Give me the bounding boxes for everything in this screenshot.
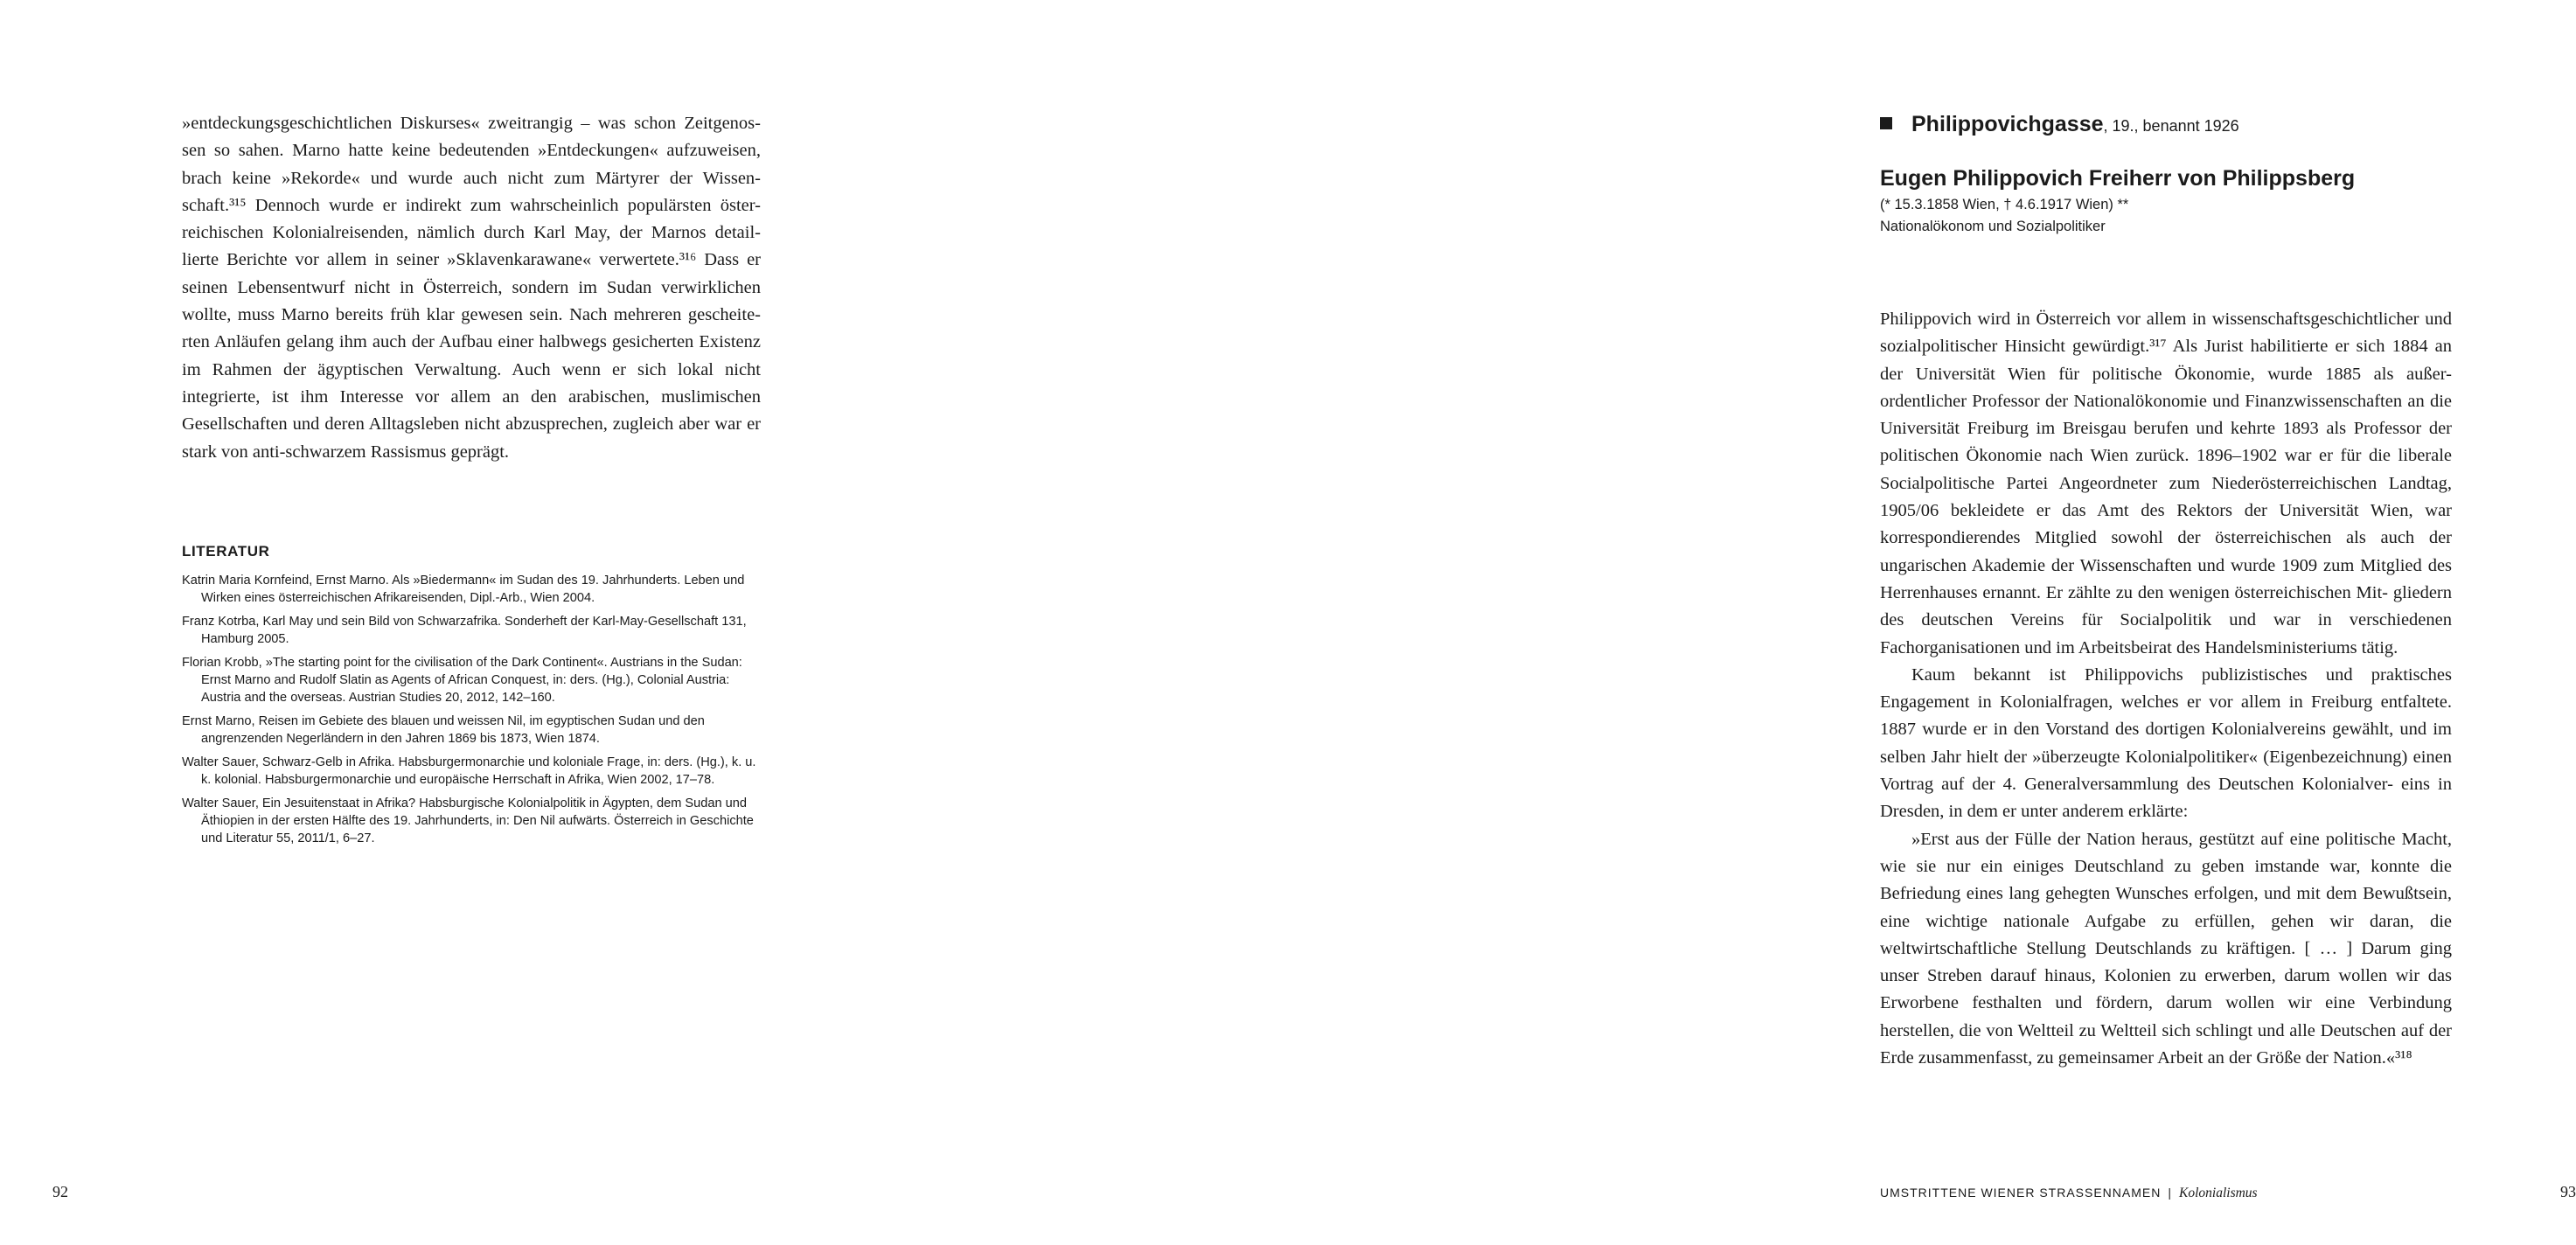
text-line: Kaum bekannt ist Philippovichs publizistisches und praktisches [1911, 664, 2452, 685]
text-line: brach keine »Rekorde« und wurde auch nicht zum Märtyrer der Wissen- [182, 168, 761, 188]
text-line: gliedern des deutschen Vereins für Socialpolitik und war in verschiedenen [1880, 582, 2452, 630]
left-body-text [182, 110, 761, 466]
text-line: »entdeckungsgeschichtlichen Diskurses« zweitrangig – was schon Zeitgenos- [182, 114, 761, 133]
running-footer [1880, 1186, 2258, 1201]
text-line: »Erst aus der Fülle der Nation heraus, gestützt auf eine politische [1911, 829, 2396, 849]
text-line: lierte Berichte vor allem in seiner »Sklavenkarawane« verwertete.³¹⁶ Dass er [182, 250, 761, 270]
text-line: war korrespondierendes Mitglied sowohl der österreichischen als auch der [1880, 501, 2453, 548]
left-paragraph [182, 110, 761, 466]
text-line: er stark von anti-schwarzem Rassismus geprägt. [182, 414, 762, 462]
text-line: des Herrenhauses ernannt. Er zählte zu den wenigen österreichischen Mit- [1880, 555, 2453, 602]
text-line: 1884 an der Universität Wien für politische Ökonomie, wurde 1885 als außer- [1880, 337, 2452, 384]
text-line: eins in Dresden, in dem er unter anderem erklärte: [1880, 775, 2452, 822]
text-line: seinen Lebensentwurf nicht in Österreich, sondern im Sudan verwirklichen [182, 277, 761, 297]
text-line: Engagement in Kolonialfragen, welches er vor allem in Freiburg entfaltete. [1880, 692, 2452, 713]
text-line: und sozialpolitischer Hinsicht gewürdigt.³¹⁷ Als Jurist habilitierte er sich [1880, 310, 2453, 357]
literature-heading: LITERATUR [182, 543, 270, 560]
text-line: das Erworbene festhalten und fördern, darum wollen wir eine Verbindung [1880, 966, 2453, 1013]
text-line: Bewußtsein, eine wichtige nationale Aufgabe zu erfüllen, gehen wir daran, [1880, 884, 2452, 931]
square-bullet-icon [1880, 117, 1892, 129]
footer-subtitle: Kolonialismus [2179, 1186, 2258, 1200]
literature-entry: Franz Kotrba, Karl May und sein Bild von Schwarzafrika. Sonderheft der Karl-May-Gesellschaft 131, Hamburg 2005. [182, 615, 747, 646]
text-line: schaft.³¹⁵ Dennoch wurde er indirekt zum wahrscheinlich populärsten öster- [182, 195, 761, 215]
paragraph-2 [1880, 662, 2452, 826]
text-line: ungarischen Akademie der Wissenschaften und wurde 1909 zum Mitglied [1880, 555, 2422, 575]
literature-section [182, 543, 761, 853]
left-page [0, 0, 874, 1245]
text-line: Gesellschaften und deren Alltagsleben nicht abzusprechen, zugleich aber war [182, 414, 742, 435]
text-line: auf der Erde zusammenfasst, zu gemeinsamer Arbeit an der Größe der [1880, 1020, 2453, 1068]
text-line: der politischen Ökonomie nach Wien zurück. 1896–1902 war er für die [1880, 419, 2453, 466]
literature-entry: Walter Sauer, Ein Jesuitenstaat in Afrika? Habsburgische Kolonialpolitik in Ägypten, dem Sudan und Äthiopien in der ersten Hälfte des 19. Jahrhunderts, in: Den Nil aufwärts. Österreich in Geschichte und Literatur 55, 2011/1, 6–27. [182, 796, 754, 845]
right-body-text [1880, 306, 2452, 1072]
text-line: Macht, wie sie nur ein einiges Deutschland zu geben imstande war, konnte [1880, 829, 2453, 876]
text-line: Existenz im Rahmen der ägyptischen Verwaltung. Auch wenn er sich lokal [182, 332, 761, 379]
person-role: Nationalökonom und Sozialpolitiker [1880, 219, 2106, 234]
street-heading [1880, 112, 2239, 137]
page-number-right: 93 [2560, 1183, 2576, 1200]
text-line: Landtag, 1905/06 bekleidete er das Amt des Rektors der Universität Wien, [1880, 473, 2452, 521]
literature-list [182, 572, 761, 847]
text-line: Philippovich wird in Österreich vor allem in wissenschaftsgeschichtlicher [1880, 310, 2419, 329]
footer-title: UMSTRITTENE WIENER STRASSENNAMEN [1880, 1186, 2162, 1200]
literature-entry: Ernst Marno, Reisen im Gebiete des blauen und weissen Nil, im egyptischen Sudan und den angrenzenden Negerländern in den Jahren 1869 bis 1873, Wien 1874. [182, 714, 705, 746]
person-name: Eugen Philippovich Freiherr von Philippsberg [1880, 166, 2356, 191]
footer-separator: | [2168, 1186, 2172, 1200]
person-header [1880, 166, 2492, 235]
text-line: die Befriedung eines lang gehegten Wunsches erfolgen, und mit dem [1880, 856, 2453, 904]
right-page [874, 0, 2576, 1245]
text-line: einen Vortrag auf der 4. Generalversammlung des Deutschen Kolonialver- [1880, 747, 2453, 795]
text-line: ging unser Streben darauf hinaus, Kolonien zu erwerben, darum wollen wir [1880, 938, 2452, 986]
quote-paragraph [1880, 826, 2452, 1073]
street-name: Philippovichgasse [1911, 112, 2104, 136]
text-line: sen so sahen. Marno hatte keine bedeutenden »Entdeckungen« aufzuweisen, [182, 141, 761, 161]
text-line: Fachorganisationen und im Arbeitsbeirat des Handelsministeriums tätig. [1880, 637, 2398, 657]
text-line: die Universität Freiburg im Breisgau berufen und kehrte 1893 als Professor [1880, 391, 2452, 439]
literature-entry: Walter Sauer, Schwarz-Gelb in Afrika. Habsburgermonarchie und koloniale Frage, in: ders. (Hg.), k. u. k. kolonial. Habsburgermonarchie und europäische Herrschaft in Afrika, Wien 2002, 17–78. [182, 755, 756, 787]
literature-entry: Florian Krobb, »The starting point for the civilisation of the Dark Continent«. Austrians in the Sudan: Ernst Marno and Rudolf Slatin as Agents of African Conquest, in: ders. (Hg.), Colonial Austria: Austria and the overseas. Austrian Studies 20, 2012, 142–160. [182, 656, 742, 705]
paragraph-1 [1880, 306, 2452, 662]
text-line: liberale Socialpolitische Partei Angeordneter zum Niederösterreichischen [1880, 446, 2453, 493]
street-info: , 19., benannt 1926 [2103, 117, 2239, 135]
person-dates: (* 15.3.1858 Wien, † 4.6.1917 Wien) ** [1880, 197, 2129, 212]
page-number-left: 92 [52, 1183, 68, 1200]
text-line: die weltwirtschaftliche Stellung Deutschlands zu kräftigen. [ … ] Darum [1880, 911, 2453, 958]
text-line: ordentlicher Professor der Nationalökonomie und Finanzwissenschaften an [1880, 391, 2425, 411]
text-line: Nation.«³¹⁸ [2333, 1048, 2412, 1068]
text-line: nicht integrierte, ist ihm Interesse vor allem an den arabischen, muslimischen [182, 359, 762, 407]
text-line: selben Jahr hielt der »überzeugte Kolonialpolitiker« (Eigenbezeichnung) [1880, 747, 2408, 767]
text-line: wollte, muss Marno bereits früh klar gewesen sein. Nach mehreren gescheite- [182, 305, 761, 325]
text-line: rten Anläufen gelang ihm auch der Aufbau einer halbwegs gesicherten [182, 332, 694, 352]
text-line: reichischen Kolonialreisenden, nämlich durch Karl May, der Marnos detail- [182, 223, 761, 243]
text-line: herstellen, die von Weltteil zu Weltteil sich schlingt und alle Deutschen [1880, 1020, 2397, 1040]
text-line: 1887 wurde er in den Vorstand des dortigen Kolonialvereins gewählt, und im [1880, 720, 2452, 740]
literature-entry: Katrin Maria Kornfeind, Ernst Marno. Als »Biedermann« im Sudan des 19. Jahrhunderts. Leben und Wirken eines österreichischen Afrikareisenden, Dipl.-Arb., Wien 2004. [182, 574, 745, 605]
